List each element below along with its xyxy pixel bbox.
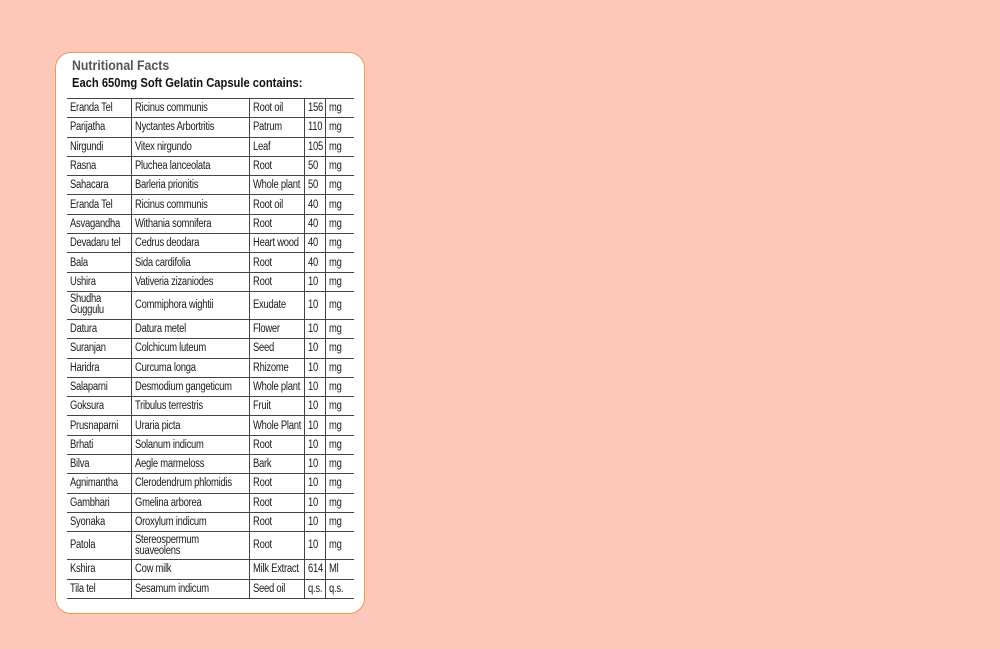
plant-part-cell — [249, 397, 304, 416]
botanical-name-cell — [131, 234, 249, 253]
plant-part-cell — [249, 560, 304, 579]
plant-part: Rhizome — [252, 361, 288, 374]
ingredient-name: Agnimantha — [70, 477, 118, 490]
botanical-name: Datura metel — [134, 323, 186, 336]
unit-cell — [325, 397, 354, 416]
quantity-cell — [304, 455, 325, 474]
table-row — [67, 319, 354, 338]
table-row — [67, 253, 354, 272]
botanical-name-cell — [131, 560, 249, 579]
unit-cell — [325, 560, 354, 579]
ingredient-name: Brhati — [70, 438, 94, 451]
quantity: 40 — [307, 256, 318, 269]
ingredient-name: Salaparni — [70, 381, 108, 393]
unit: mg — [328, 516, 342, 529]
unit: mg — [328, 438, 342, 451]
plant-part: Root — [252, 275, 272, 288]
unit-cell — [325, 435, 354, 454]
quantity-cell — [304, 474, 325, 493]
quantity-cell — [304, 319, 325, 338]
plant-part: Root — [252, 438, 272, 451]
ingredient-name-cell — [67, 416, 131, 435]
unit: q.s. — [328, 582, 343, 595]
plant-part: Root — [252, 539, 272, 552]
plant-part: Heart wood — [252, 237, 299, 250]
quantity: 10 — [307, 275, 318, 288]
table-row — [67, 560, 354, 579]
botanical-name: Gmelina arborea — [134, 496, 202, 509]
table-row — [67, 176, 354, 195]
plant-part: Root — [252, 477, 272, 490]
botanical-name: Commiphora wightii — [134, 298, 213, 311]
ingredient-name: Kshira — [70, 563, 96, 576]
quantity-cell — [304, 493, 325, 512]
ingredient-name-cell — [67, 358, 131, 377]
table-row — [67, 137, 354, 156]
unit-cell — [325, 319, 354, 338]
ingredient-name: Syonaka — [70, 516, 105, 529]
botanical-name-cell — [131, 455, 249, 474]
botanical-name-cell — [131, 474, 249, 493]
plant-part: Patrum — [252, 121, 282, 134]
botanical-name: Ricinus communis — [134, 102, 208, 115]
plant-part-cell — [249, 532, 304, 560]
quantity: 10 — [307, 458, 318, 471]
unit-cell — [325, 156, 354, 175]
ingredients-table-body — [67, 99, 354, 599]
unit: mg — [328, 256, 342, 269]
unit: mg — [328, 237, 342, 250]
ingredient-name-cell — [67, 195, 131, 214]
ingredient-name-cell — [67, 377, 131, 396]
quantity-cell — [304, 560, 325, 579]
unit: mg — [328, 121, 342, 134]
plant-part-cell — [249, 319, 304, 338]
unit: mg — [328, 160, 342, 173]
plant-part-cell — [249, 377, 304, 396]
unit: mg — [328, 458, 342, 471]
ingredient-name: Rasna — [70, 160, 97, 173]
ingredient-name: Haridra — [70, 361, 100, 374]
ingredient-name: Nirgundi — [70, 140, 104, 153]
unit: mg — [328, 323, 342, 336]
ingredients-table — [67, 98, 354, 599]
ingredient-name-cell — [67, 234, 131, 253]
ingredient-name-cell — [67, 339, 131, 358]
ingredient-name-cell — [67, 397, 131, 416]
plant-part: Root — [252, 256, 272, 269]
unit: mg — [328, 179, 342, 192]
ingredient-name-cell — [67, 512, 131, 531]
card-subtitle: Each 650mg Soft Gelatin Capsule contains: — [72, 75, 303, 90]
botanical-name-cell — [131, 253, 249, 272]
plant-part-cell — [249, 493, 304, 512]
botanical-name-cell — [131, 358, 249, 377]
quantity-cell — [304, 512, 325, 531]
quantity-cell — [304, 291, 325, 319]
botanical-name-cell — [131, 416, 249, 435]
unit: mg — [328, 140, 342, 153]
quantity: 10 — [307, 400, 318, 413]
quantity: 10 — [307, 342, 318, 355]
unit: mg — [328, 496, 342, 509]
botanical-name-cell — [131, 137, 249, 156]
botanical-name-cell — [131, 99, 249, 118]
unit-cell — [325, 512, 354, 531]
ingredient-name-cell — [67, 137, 131, 156]
table-row — [67, 532, 354, 560]
plant-part-cell — [249, 176, 304, 195]
ingredient-name-cell — [67, 455, 131, 474]
unit: mg — [328, 102, 342, 115]
ingredient-name-cell — [67, 319, 131, 338]
unit-cell — [325, 291, 354, 319]
unit: mg — [328, 539, 342, 552]
unit: mg — [328, 217, 342, 230]
unit: mg — [328, 298, 342, 311]
botanical-name-cell — [131, 532, 249, 560]
quantity-cell — [304, 397, 325, 416]
table-row — [67, 358, 354, 377]
quantity-cell — [304, 435, 325, 454]
ingredient-name-cell — [67, 176, 131, 195]
ingredient-name: Shudha Guggulu — [70, 293, 104, 317]
quantity-cell — [304, 272, 325, 291]
unit-cell — [325, 118, 354, 137]
ingredient-name: Goksura — [70, 400, 104, 413]
plant-part: Root — [252, 217, 272, 230]
table-row — [67, 579, 354, 598]
quantity: q.s. — [307, 582, 322, 595]
ingredient-name-cell — [67, 532, 131, 560]
plant-part-cell — [249, 253, 304, 272]
plant-part-cell — [249, 234, 304, 253]
card-title: Nutritional Facts — [72, 57, 170, 73]
quantity-cell — [304, 416, 325, 435]
quantity: 10 — [307, 516, 318, 529]
ingredient-name-cell — [67, 291, 131, 319]
unit: Ml — [328, 563, 338, 576]
ingredient-name-cell — [67, 272, 131, 291]
quantity: 10 — [307, 323, 318, 336]
botanical-name: Nyctantes Arbortritis — [134, 121, 214, 134]
botanical-name-cell — [131, 118, 249, 137]
nutrition-facts-card — [55, 52, 365, 614]
quantity: 614 — [307, 563, 323, 576]
table-row — [67, 214, 354, 233]
quantity: 10 — [307, 477, 318, 490]
plant-part-cell — [249, 195, 304, 214]
quantity: 156 — [307, 102, 323, 115]
plant-part-cell — [249, 118, 304, 137]
botanical-name: Aegle marmeloss — [134, 458, 204, 471]
plant-part-cell — [249, 474, 304, 493]
ingredient-name: Eranda Tel — [70, 102, 113, 115]
quantity-cell — [304, 195, 325, 214]
quantity: 10 — [307, 496, 318, 509]
quantity-cell — [304, 99, 325, 118]
botanical-name-cell — [131, 397, 249, 416]
quantity: 10 — [307, 298, 318, 311]
table-row — [67, 272, 354, 291]
unit: mg — [328, 342, 342, 355]
ingredient-name-cell — [67, 493, 131, 512]
plant-part: Seed oil — [252, 582, 285, 595]
botanical-name: Sesamum indicum — [134, 582, 209, 595]
table-row — [67, 416, 354, 435]
plant-part: Seed — [252, 342, 274, 355]
unit: mg — [328, 198, 342, 211]
ingredient-name-cell — [67, 214, 131, 233]
quantity-cell — [304, 214, 325, 233]
unit-cell — [325, 253, 354, 272]
ingredient-name: Sahacara — [70, 179, 109, 192]
botanical-name: Vativeria zizaniodes — [134, 275, 213, 288]
quantity: 10 — [307, 419, 318, 432]
quantity: 110 — [307, 121, 322, 134]
ingredient-name-cell — [67, 118, 131, 137]
table-row — [67, 397, 354, 416]
botanical-name: Tribulus terrestris — [134, 400, 203, 413]
quantity-cell — [304, 339, 325, 358]
plant-part-cell — [249, 214, 304, 233]
quantity-cell — [304, 118, 325, 137]
botanical-name: Withania somnifera — [134, 217, 211, 230]
unit: mg — [328, 419, 342, 432]
plant-part: Root oil — [252, 198, 283, 211]
plant-part-cell — [249, 156, 304, 175]
unit-cell — [325, 474, 354, 493]
quantity-cell — [304, 137, 325, 156]
botanical-name: Curcuma longa — [134, 361, 196, 374]
unit-cell — [325, 339, 354, 358]
plant-part-cell — [249, 339, 304, 358]
botanical-name: Cow milk — [134, 563, 171, 576]
botanical-name-cell — [131, 493, 249, 512]
quantity: 10 — [307, 381, 318, 393]
table-row — [67, 493, 354, 512]
ingredient-name-cell — [67, 99, 131, 118]
botanical-name: Oroxylum indicum — [134, 516, 207, 529]
plant-part-cell — [249, 291, 304, 319]
plant-part: Leaf — [252, 140, 270, 153]
quantity: 40 — [307, 237, 318, 250]
plant-part: Bark — [252, 458, 271, 471]
plant-part-cell — [249, 416, 304, 435]
unit-cell — [325, 195, 354, 214]
table-row — [67, 195, 354, 214]
plant-part: Root — [252, 516, 272, 529]
unit: mg — [328, 361, 342, 374]
botanical-name-cell — [131, 195, 249, 214]
quantity: 105 — [307, 140, 323, 153]
unit-cell — [325, 493, 354, 512]
ingredient-name: Parijatha — [70, 121, 106, 134]
plant-part-cell — [249, 579, 304, 598]
table-row — [67, 234, 354, 253]
table-row — [67, 291, 354, 319]
plant-part: Whole plant — [252, 381, 300, 393]
unit: mg — [328, 381, 342, 393]
ingredient-name-cell — [67, 253, 131, 272]
plant-part: Flower — [252, 323, 280, 336]
table-row — [67, 118, 354, 137]
ingredient-name: Datura — [70, 323, 97, 336]
botanical-name-cell — [131, 214, 249, 233]
plant-part: Whole plant — [252, 179, 300, 192]
botanical-name: Uraria picta — [134, 419, 180, 432]
ingredient-name-cell — [67, 474, 131, 493]
ingredient-name-cell — [67, 156, 131, 175]
plant-part: Fruit — [252, 400, 271, 413]
quantity-cell — [304, 377, 325, 396]
botanical-name-cell — [131, 291, 249, 319]
table-row — [67, 156, 354, 175]
plant-part-cell — [249, 358, 304, 377]
quantity-cell — [304, 579, 325, 598]
quantity-cell — [304, 176, 325, 195]
plant-part-cell — [249, 99, 304, 118]
plant-part: Root — [252, 496, 272, 509]
ingredient-name-cell — [67, 435, 131, 454]
unit-cell — [325, 377, 354, 396]
unit-cell — [325, 137, 354, 156]
ingredient-name: Devadaru tel — [70, 237, 121, 250]
table-row — [67, 99, 354, 118]
botanical-name-cell — [131, 156, 249, 175]
plant-part-cell — [249, 137, 304, 156]
unit-cell — [325, 272, 354, 291]
ingredient-name: Bala — [70, 256, 88, 269]
table-row — [67, 474, 354, 493]
quantity: 50 — [307, 160, 318, 173]
botanical-name-cell — [131, 319, 249, 338]
plant-part-cell — [249, 435, 304, 454]
quantity-cell — [304, 358, 325, 377]
ingredient-name: Gambhari — [70, 496, 110, 509]
botanical-name-cell — [131, 339, 249, 358]
quantity: 10 — [307, 438, 318, 451]
ingredient-name: Bilva — [70, 458, 90, 471]
ingredient-name: Patola — [70, 539, 96, 552]
botanical-name-cell — [131, 377, 249, 396]
unit-cell — [325, 176, 354, 195]
unit-cell — [325, 358, 354, 377]
unit: mg — [328, 477, 342, 490]
unit-cell — [325, 416, 354, 435]
botanical-name: Cedrus deodara — [134, 237, 199, 250]
botanical-name-cell — [131, 579, 249, 598]
quantity-cell — [304, 532, 325, 560]
unit-cell — [325, 579, 354, 598]
ingredient-name-cell — [67, 560, 131, 579]
quantity-cell — [304, 234, 325, 253]
ingredient-name: Eranda Tel — [70, 198, 113, 211]
plant-part-cell — [249, 512, 304, 531]
botanical-name-cell — [131, 512, 249, 531]
plant-part: Whole Plant — [252, 419, 301, 432]
unit: mg — [328, 400, 342, 413]
botanical-name: Barleria prionitis — [134, 179, 198, 192]
quantity: 10 — [307, 539, 318, 552]
ingredient-name-cell — [67, 579, 131, 598]
botanical-name: Desmodium gangeticum — [134, 381, 232, 393]
plant-part-cell — [249, 272, 304, 291]
quantity: 10 — [307, 361, 318, 374]
unit-cell — [325, 99, 354, 118]
unit: mg — [328, 275, 342, 288]
botanical-name: Clerodendrum phlomidis — [134, 477, 232, 490]
botanical-name-cell — [131, 176, 249, 195]
unit-cell — [325, 214, 354, 233]
ingredient-name: Tila tel — [70, 582, 96, 595]
plant-part: Root — [252, 160, 272, 173]
unit-cell — [325, 455, 354, 474]
quantity: 50 — [307, 179, 318, 192]
table-row — [67, 339, 354, 358]
botanical-name: Solanum indicum — [134, 438, 204, 451]
botanical-name: Stereospermum suaveolens — [134, 533, 199, 557]
botanical-name: Colchicum luteum — [134, 342, 206, 355]
plant-part: Root oil — [252, 102, 283, 115]
ingredient-name: Ushira — [70, 275, 96, 288]
botanical-name: Sida cardifolia — [134, 256, 191, 269]
quantity-cell — [304, 253, 325, 272]
plant-part-cell — [249, 455, 304, 474]
botanical-name: Ricinus communis — [134, 198, 208, 211]
quantity: 40 — [307, 198, 318, 211]
table-row — [67, 435, 354, 454]
unit-cell — [325, 532, 354, 560]
quantity: 40 — [307, 217, 318, 230]
botanical-name: Pluchea lanceolata — [134, 160, 210, 173]
botanical-name: Vitex nirgundo — [134, 140, 192, 153]
ingredient-name: Prusnaparni — [70, 419, 119, 432]
botanical-name-cell — [131, 435, 249, 454]
plant-part: Exudate — [252, 298, 286, 311]
quantity-cell — [304, 156, 325, 175]
ingredient-name: Suranjan — [70, 342, 106, 355]
plant-part: Milk Extract — [252, 563, 299, 576]
table-row — [67, 512, 354, 531]
table-row — [67, 455, 354, 474]
table-row — [67, 377, 354, 396]
ingredient-name: Asvagandha — [70, 217, 120, 230]
unit-cell — [325, 234, 354, 253]
botanical-name-cell — [131, 272, 249, 291]
